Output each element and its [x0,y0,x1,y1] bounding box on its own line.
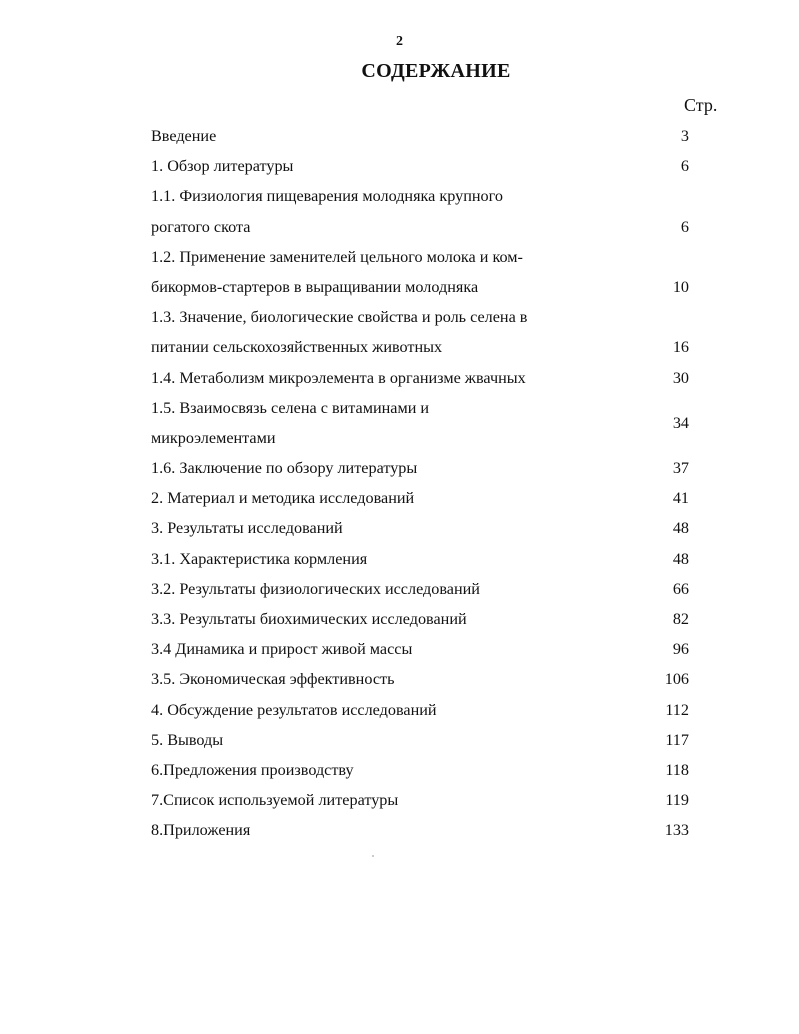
toc-entry-title-line: Введение [151,127,217,145]
toc-entry-page: 48 [672,519,689,538]
toc-entry [151,785,696,815]
toc-entry-title-line: 1.4. Метаболизм микроэлемента в организме жвачных [151,368,526,387]
toc-entry-title-line: 6.Предложения производству [151,760,354,779]
toc-entry-title [151,181,591,241]
toc-entry-title [151,393,591,453]
toc-entry [151,634,696,664]
toc-entry [151,393,696,453]
toc-entry-title-line: питании сельскохозяйственных животных [151,338,443,357]
toc-entry [151,513,696,543]
toc-entry-title-line: 5. Выводы [151,730,224,749]
toc-entry [151,755,696,785]
toc-entry-title-line: бикормов-стартеров в выращивании молодняка [151,277,479,296]
toc-entry-title-line: 1.6. Заключение по обзору литературы [151,459,418,478]
toc-entry-title-line: 1.5. Взаимосвязь селена с витаминами и [151,398,430,417]
toc-entry-title-line: 3.2. Результаты физиологических исследований [151,579,480,598]
toc-entry-title [151,242,591,302]
toc-entry-page: 66 [672,579,689,598]
toc-entry [151,544,696,574]
page-title: СОДЕРЖАНИЕ [361,60,511,82]
toc-entry-title [151,544,591,574]
toc-entry-title-line: 1. Обзор литературы [151,157,294,176]
toc-entry-title-line: рогатого скота [151,217,251,236]
toc-entry-page: 112 [665,700,689,719]
toc-entry-title [151,513,591,543]
scan-speck [372,855,374,857]
toc-entry [151,483,696,513]
toc-entry-title-line: 3. Результаты исследований [151,519,343,538]
toc-entry-title-line: 3.4 Динамика и прирост живой массы [151,640,413,659]
toc-entry-page: 37 [672,459,689,478]
toc-entry-page: 119 [665,791,689,810]
toc-entry-title-line: 4. Обсуждение результатов исследований [151,700,437,719]
toc-entry-title-line: 7.Список используемой литературы [151,791,399,810]
toc-entry-title [151,755,591,785]
toc-entry-title-line: 2. Материал и методика исследований [151,489,415,508]
toc-entry-page: 3 [680,127,689,145]
toc-entry-title [151,815,591,845]
toc-entry-page: 118 [665,760,689,779]
toc-entry-page: 30 [672,368,689,387]
toc-entry-title-line: 3.5. Экономическая эффективность [151,670,395,689]
toc-entry [151,121,696,151]
toc-entry-page: 6 [680,217,689,236]
toc-entry-title [151,453,591,483]
toc-entry-title [151,634,591,664]
toc-entry [151,363,696,393]
toc-entry [151,242,696,302]
toc-entry [151,815,696,845]
toc-entry-title [151,725,591,755]
toc-entry-page: 16 [672,338,689,357]
toc-entry [151,725,696,755]
toc-entry-title [151,363,591,393]
toc-entry-page: 96 [672,640,689,659]
toc-entry-page: 82 [672,610,689,628]
toc-entry-page: 117 [665,730,689,749]
toc-entry-title-line: 1.3. Значение, биологические свойства и роль селена в [151,308,528,327]
toc-entry-title-line: 1.1. Физиология пищеварения молодняка крупного [151,187,503,206]
toc-entry-page: 6 [680,157,689,176]
toc-entry [151,453,696,483]
page-column-label: Стр. [684,95,718,115]
toc-entry-title [151,483,591,513]
toc-entry-title [151,695,591,725]
toc-entry-page: 48 [672,549,689,568]
page-number: 2 [396,34,403,49]
toc-entry-title [151,302,591,362]
toc-entry-page: 133 [664,821,689,840]
toc-entry-page: 41 [672,489,689,508]
toc-entry [151,574,696,604]
toc-entry-title [151,151,591,181]
toc-entry-title [151,121,591,151]
toc-entry-title-line: 3.3. Результаты биохимических исследований [151,610,467,628]
toc-entry [151,302,696,362]
table-of-contents [151,121,696,846]
toc-entry-title [151,664,591,694]
toc-entry [151,604,696,634]
toc-entry [151,695,696,725]
toc-entry-title-line: 1.2. Применение заменителей цельного молока и ком- [151,247,523,266]
toc-entry-page: 10 [672,277,689,296]
toc-entry-title [151,604,591,634]
toc-entry-title [151,785,591,815]
toc-entry [151,181,696,241]
toc-entry-page: 34 [672,413,689,432]
toc-entry-page: 106 [664,670,689,689]
toc-entry [151,151,696,181]
toc-entry-title [151,574,591,604]
toc-entry [151,664,696,694]
toc-entry-title-line: микроэлементами [151,428,276,447]
toc-entry-title-line: 3.1. Характеристика кормления [151,549,368,568]
toc-entry-title-line: 8.Приложения [151,821,251,840]
